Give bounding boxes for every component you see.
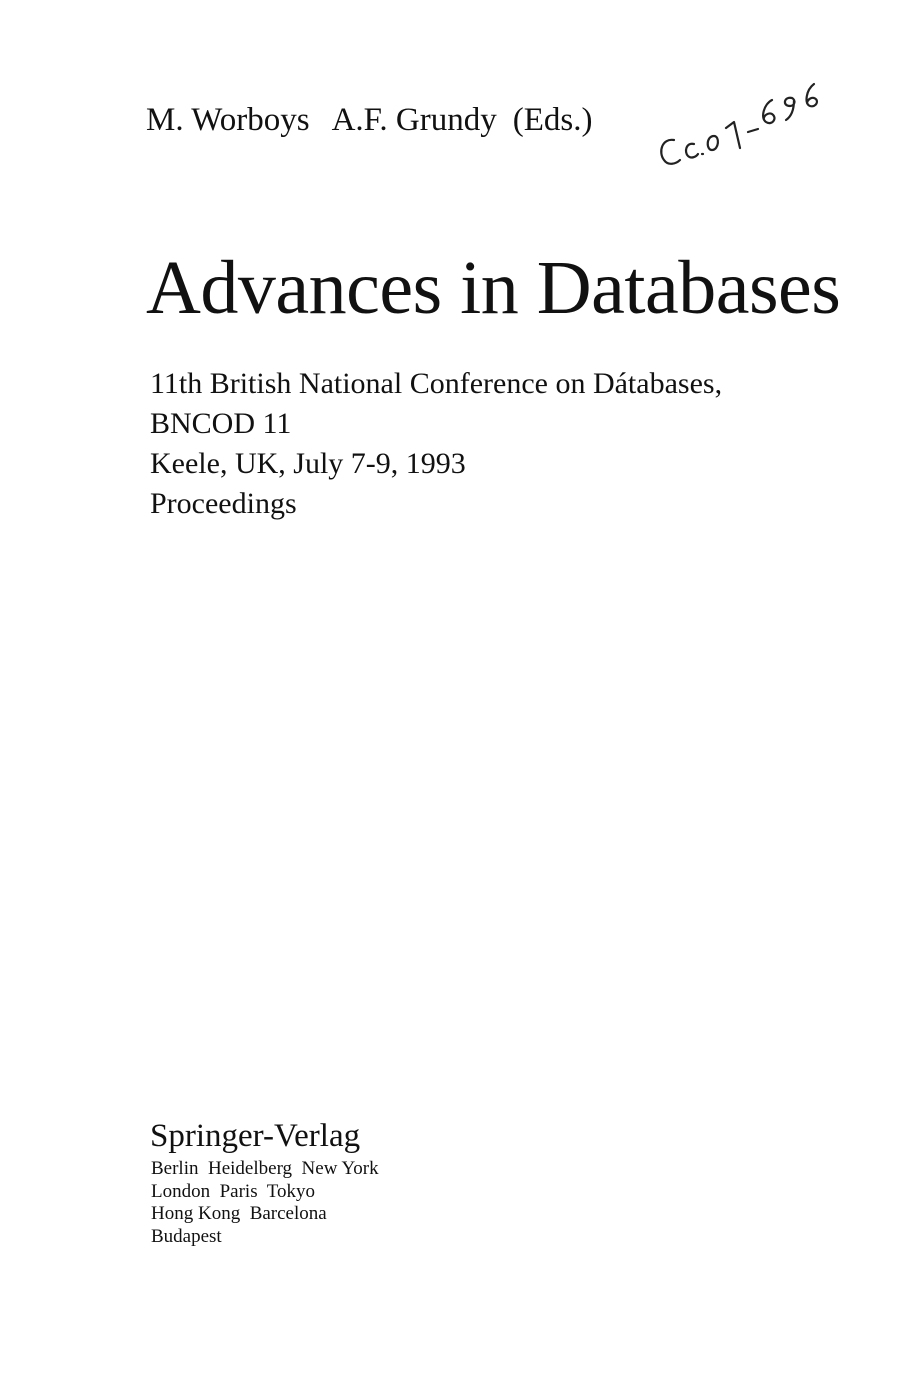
- editors-line: [146, 100, 592, 140]
- editors-suffix: (Eds.): [512, 102, 593, 138]
- editor-name: M. Worboys: [146, 102, 310, 138]
- publisher-name: Springer-Verlag: [150, 1118, 361, 1154]
- subtitle-line: 11th British National Conference on Dátabases,: [150, 367, 723, 400]
- editor-name: A.F. Grundy: [331, 102, 497, 138]
- subtitle-line: Keele, UK, July 7-9, 1993: [150, 447, 466, 480]
- city-line: London Paris Tokyo: [151, 1180, 316, 1202]
- publisher-cities: [151, 1158, 379, 1248]
- city-line: Hong Kong Barcelona: [151, 1203, 327, 1224]
- handwritten-catalog-note: [652, 78, 832, 178]
- city-line: Budapest: [151, 1225, 222, 1247]
- city-line: Berlin Heidelberg New York: [151, 1158, 379, 1179]
- book-title: Advances in Databases: [146, 246, 841, 330]
- conference-details: [150, 364, 722, 524]
- subtitle-line: Proceedings: [150, 487, 297, 520]
- subtitle-line: BNCOD 11: [150, 407, 292, 440]
